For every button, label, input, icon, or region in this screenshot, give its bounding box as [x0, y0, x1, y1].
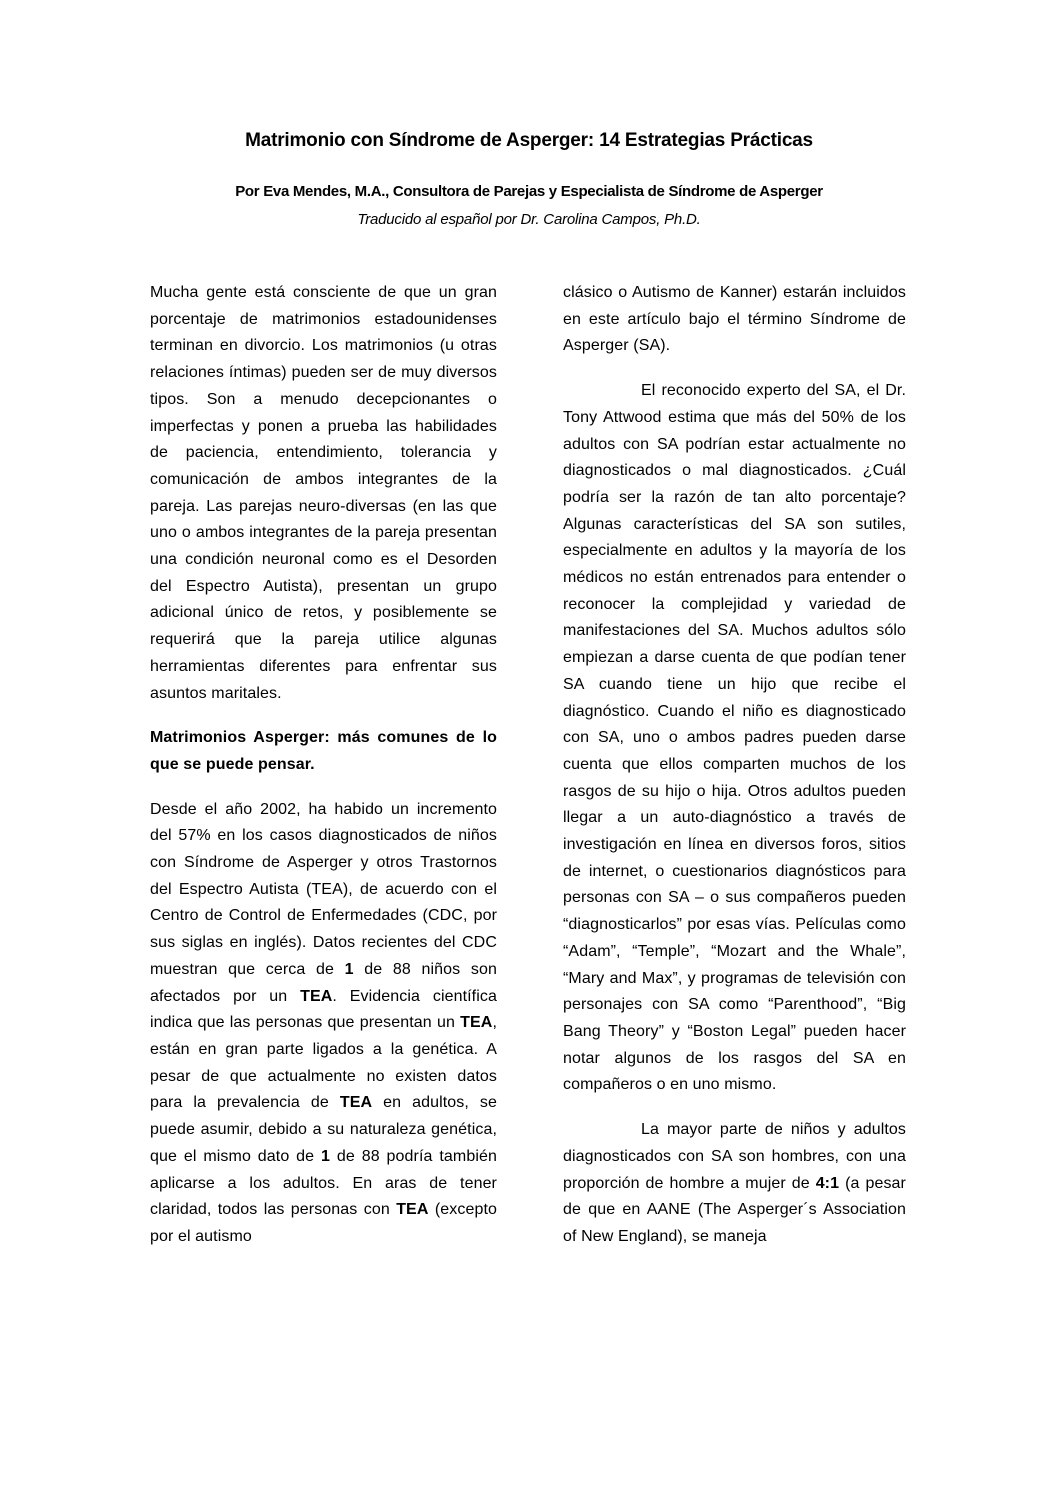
statistics-paragraph	[150, 797, 497, 1251]
bold-text: TEA	[460, 1014, 493, 1032]
translator-credit: Traducido al español por Dr. Carolina Campos, Ph.D.	[357, 211, 701, 228]
bold-text: TEA	[339, 1094, 373, 1112]
gender-ratio-paragraph	[563, 1117, 906, 1251]
text-run: en adultos, se puede asumir, debido a su naturaleza genética, que el mismo dato de	[150, 1094, 497, 1165]
bold-text: TEA	[300, 987, 333, 1005]
text-run: de 88 niños son afectados por un	[150, 960, 497, 1005]
text-run: (excepto por el autismo	[150, 1201, 498, 1245]
text-run: , están en gran parte ligados a la genética. A pesar de que actualmente no existen datos para la prevalencia de	[150, 1014, 497, 1112]
text-run: . Evidencia científica indica que las personas que presentan un	[150, 987, 497, 1032]
bold-text: 4:1	[815, 1174, 840, 1192]
bold-text: 1	[344, 960, 354, 978]
bold-text: TEA	[396, 1201, 429, 1219]
attwood-paragraph: El reconocido experto del SA, el Dr. Tony Attwood estima que más del 50% de los adultos con SA podrían estar actualmente no diagnosticados o mal diagnosticados. ¿Cuál podría ser la razón de tan alto porcentaje? Algunas características del SA son sutiles, especialmente en adultos y la mayoría de los médicos no están entrenados para entender o reconocer la complejidad y variedad de manifestaciones del SA. Muchos adultos sólo empiezan a darse cuenta de que podían tener SA cuando tiene un hijo que recibe el diagnóstico. Cuando el niño es diagnosticado con SA, uno o ambos padres pueden darse cuenta que ellos comparten muchos de los rasgos de su hijo o hija. Otros adultos pueden llegar a un auto-diagnóstico a través de investigación en línea en diversos foros, sitios de internet, o cuestionarios diagnósticos para personas con SA – o sus compañeros pueden “diagnosticarlos” por esas vías. Películas como “Adam”, “Temple”, “Mozart and the Whale”, “Mary and Max”, y programas de televisión con personajes con SA como “Parenthood”, “Big Bang Theory” y “Boston Legal” pueden hacer notar algunos de los rasgos del SA en compañeros o en uno mismo.	[563, 382, 906, 1094]
text-run: de 88 podría también aplicarse a los adultos. En aras de tener claridad, todos las personas con	[150, 1147, 497, 1219]
text-run: La mayor parte de niños y adultos diagnosticados con SA son hombres, con una proporción de hombre a mujer de	[563, 1121, 906, 1192]
text-run: (a pesar de que en AANE (The Asperger´s Association of New England), se maneja	[563, 1174, 906, 1245]
continued-paragraph: clásico o Autismo de Kanner) estarán incluidos en este artículo bajo el término Síndrome de Asperger (SA).	[563, 284, 906, 355]
author-byline: Por Eva Mendes, M.A., Consultora de Parejas y Especialista de Síndrome de Asperger	[235, 183, 823, 200]
right-column	[563, 280, 906, 1269]
bold-text: 1	[321, 1147, 331, 1165]
intro-paragraph: Mucha gente está consciente de que un gran porcentaje de matrimonios estadounidenses terminan en divorcio. Los matrimonios (u otras relaciones íntimas) pueden ser de muy diversos tipos. Son a menudo decepcionantes o imperfectas y ponen a prueba las habilidades de paciencia, entendimiento, tolerancia y comunicación de ambos integrantes de la pareja. Las parejas neuro-diversas (en las que uno o ambos integrantes de la pareja presentan una condición neuronal como es el Desorden del Espectro Autista), presentan un grupo adicional único de retos, y posiblemente se requerirá que la pareja utilice algunas herramientas diferentes para enfrentar sus asuntos maritales.	[150, 284, 497, 702]
section-heading: Matrimonios Asperger: más comunes de lo que se puede pensar.	[150, 729, 497, 773]
left-column	[150, 280, 497, 1269]
document-title: Matrimonio con Síndrome de Asperger: 14 Estrategias Prácticas	[245, 130, 813, 151]
text-run: Desde el año 2002, ha habido un incremento del 57% en los casos diagnosticados de niños con Síndrome de Asperger y otros Trastornos del Espectro Autista (TEA), de acuerdo con el Centro de Control de Enfermedades (CDC, por sus siglas en inglés). Datos recientes del CDC muestran que cerca de	[150, 800, 497, 978]
